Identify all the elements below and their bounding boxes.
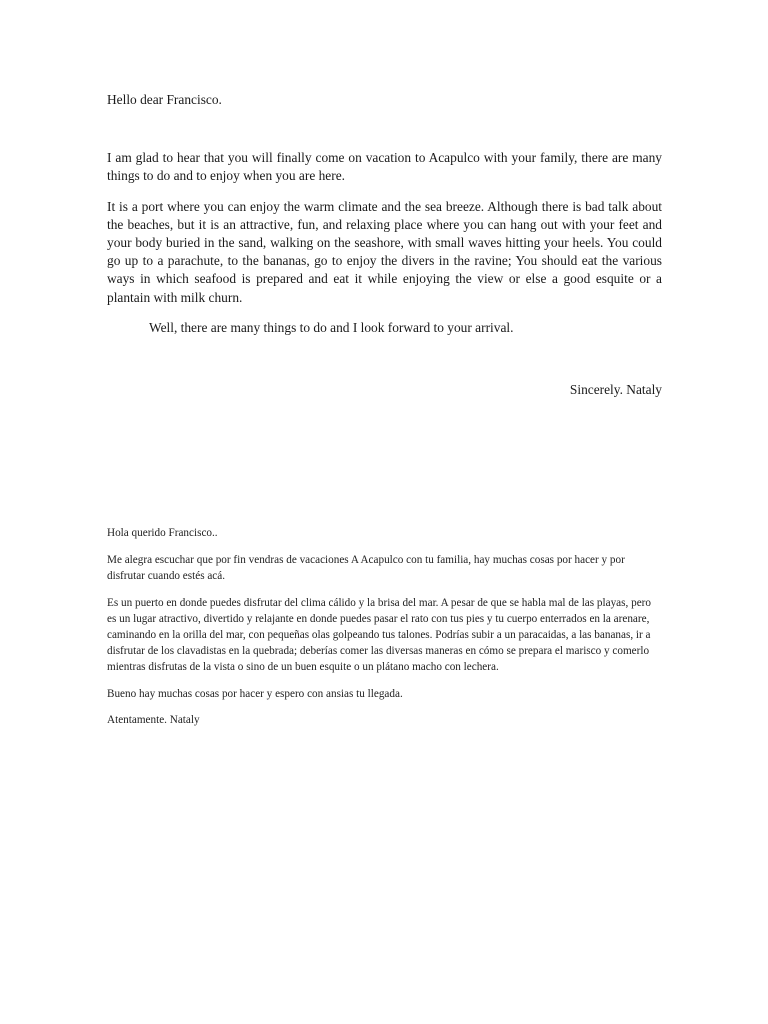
english-paragraph-3: Well, there are many things to do and I look forward to your arrival. <box>149 319 514 335</box>
spanish-letter <box>107 525 662 738</box>
spanish-paragraph-1: Me alegra escuchar que por fin vendras de vacaciones A Acapulco con tu familia, hay muchas cosas por hacer y por disfrutar cuando estés acá. <box>107 554 625 583</box>
spanish-paragraph-2: Es un puerto en donde puedes disfrutar del clima cálido y la brisa del mar. A pesar de que se habla mal de las playas, pero es un lugar atractivo, divertido y relajante en donde puedes pasar el rato con tus pies y tu cuerpo enterrados en la arenare, caminando en la orilla del mar, con pequeñas olas golpeando tus talones. Podrías subir a un paracaidas, a las bananas, ir a disfrutar de los clavadistas en la quebrada; deberías comer las diversas maneras en cómo se prepara el marisco y comerlo mientras disfrutas de la vista o sino de un buen esquite o un plátano macho con lechera. <box>107 596 651 674</box>
english-signature: Sincerely. Nataly <box>569 382 662 398</box>
english-letter <box>107 91 662 399</box>
spanish-signature: Atentamente. Nataly <box>107 713 200 726</box>
spanish-greeting: Hola querido Francisco.. <box>107 527 218 539</box>
spanish-paragraph-3: Bueno hay muchas cosas por hacer y espero con ansias tu llegada. <box>107 687 403 700</box>
english-greeting: Hello dear Francisco. <box>107 92 222 107</box>
english-paragraph-1: I am glad to hear that you will finally come on vacation to Acapulco with your family, there are many things to do and to enjoy when you are here. <box>107 150 662 184</box>
english-paragraph-2: It is a port where you can enjoy the warm climate and the sea breeze. Although there is bad talk about the beaches, but it is an attractive, fun, and relaxing place where you can hang out with your feet and your body buried in the sand, walking on the seashore, with small waves hitting your heels. You could go up to a parachute, to the bananas, go to enjoy the divers in the ravine; You should eat the various ways in which seafood is prepared and eat it while enjoying the view or else a good esquite or a plantain with milk churn. <box>107 198 662 305</box>
